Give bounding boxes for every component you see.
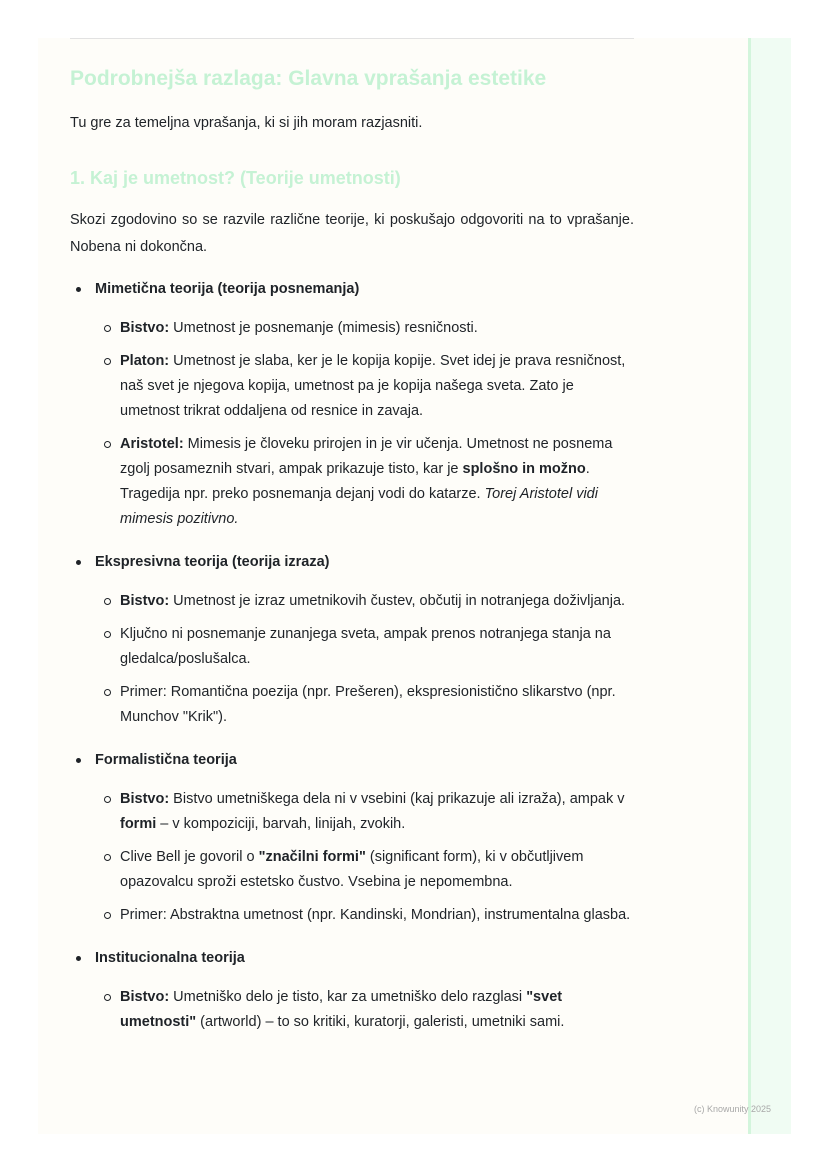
document-content xyxy=(70,38,634,1052)
point-text: Bistvo umetniškega dela ni v vsebini (kaj prikazuje ali izraža), ampak v xyxy=(169,791,625,807)
theory-item xyxy=(70,747,634,928)
point-text: Umetnost je posnemanje (mimesis) resničnosti. xyxy=(169,320,478,336)
theory-points xyxy=(95,316,634,532)
theory-point xyxy=(95,845,634,895)
point-text: Ključno ni posnemanje zunanjega sveta, ampak prenos notranjega stanja na gledalca/poslušalca. xyxy=(120,626,611,667)
point-lead: Bistvo: xyxy=(120,593,170,609)
point-text: Clive Bell je govoril o xyxy=(120,849,259,865)
theory-point xyxy=(95,985,634,1035)
theory-point xyxy=(95,680,634,730)
theory-point xyxy=(95,432,634,532)
point-text-cont: (significant form), ki v občutljivem opazovalcu sproži estetsko čustvo. Vsebina je nepomembna. xyxy=(120,849,584,890)
point-lead: Aristotel: xyxy=(120,436,184,452)
theory-title: Formalistična teorija xyxy=(95,752,237,768)
side-accent-strip xyxy=(748,38,791,1134)
point-lead: Bistvo: xyxy=(120,989,170,1005)
section-paragraph: Skozi zgodovino so se razvile različne teorije, ki poskušajo odgovoriti na to vprašanje. Nobena ni dokončna. xyxy=(70,212,634,255)
point-italic: Torej Aristotel vidi mimesis pozitivno. xyxy=(120,486,598,527)
point-emphasis: "značilni formi" xyxy=(258,849,366,865)
theory-item xyxy=(70,276,634,532)
section-heading: 1. Kaj je umetnost? (Teorije umetnosti) xyxy=(70,168,401,188)
point-emphasis: formi xyxy=(120,816,157,832)
point-text: Umetniško delo je tisto, kar za umetniško delo razglasi xyxy=(169,989,527,1005)
point-lead: Bistvo: xyxy=(120,320,170,336)
point-emphasis: splošno in možno xyxy=(462,461,586,477)
theory-item xyxy=(70,549,634,730)
theory-title: Mimetična teorija (teorija posnemanja) xyxy=(95,281,360,297)
theory-point xyxy=(95,589,634,614)
top-divider xyxy=(70,38,634,39)
point-lead: Platon: xyxy=(120,353,170,369)
theories-list xyxy=(70,276,634,1035)
theory-point xyxy=(95,349,634,424)
theory-point xyxy=(95,316,634,341)
point-text-cont: – v kompoziciji, barvah, linijah, zvokih. xyxy=(156,816,406,832)
page-title: Podrobnejša razlaga: Glavna vprašanja estetike xyxy=(70,67,547,90)
theory-point xyxy=(95,903,634,928)
point-text: Primer: Abstraktna umetnost (npr. Kandinski, Mondrian), instrumentalna glasba. xyxy=(120,907,631,923)
theory-points xyxy=(95,985,634,1035)
point-text: Mimesis je človeku prirojen in je vir učenja. Umetnost ne posnema zgolj posameznih stvari, ampak prikazuje tisto, kar je xyxy=(120,436,613,477)
point-text: Umetnost je izraz umetnikovih čustev, občutij in notranjega doživljanja. xyxy=(169,593,626,609)
intro-paragraph: Tu gre za temeljna vprašanja, ki si jih moram razjasniti. xyxy=(70,115,423,131)
point-text-cont: . Tragedija npr. preko posnemanja dejanj vodi do katarze. xyxy=(120,461,590,502)
theory-title: Ekspresivna teorija (teorija izraza) xyxy=(95,554,330,570)
copyright-footer: (c) Knowunity 2025 xyxy=(694,1104,772,1114)
point-emphasis: "svet umetnosti" xyxy=(120,989,563,1030)
point-text-cont: (artworld) – to so kritiki, kuratorji, galeristi, umetniki sami. xyxy=(196,1014,565,1030)
theory-item xyxy=(70,945,634,1035)
point-text: Umetnost je slaba, ker je le kopija kopije. Svet idej je prava resničnost, naš svet je njegova kopija, umetnost pa je kopija našega sveta. Zato je umetnost trikrat oddaljena od resnice in zavaja. xyxy=(120,353,626,419)
point-text: Primer: Romantična poezija (npr. Prešeren), ekspresionistično slikarstvo (npr. Munchov "Krik"). xyxy=(120,684,616,725)
theory-point xyxy=(95,622,634,672)
theory-points xyxy=(95,787,634,928)
theory-point xyxy=(95,787,634,837)
point-lead: Bistvo: xyxy=(120,791,170,807)
theory-points xyxy=(95,589,634,730)
theory-title: Institucionalna teorija xyxy=(95,950,245,966)
